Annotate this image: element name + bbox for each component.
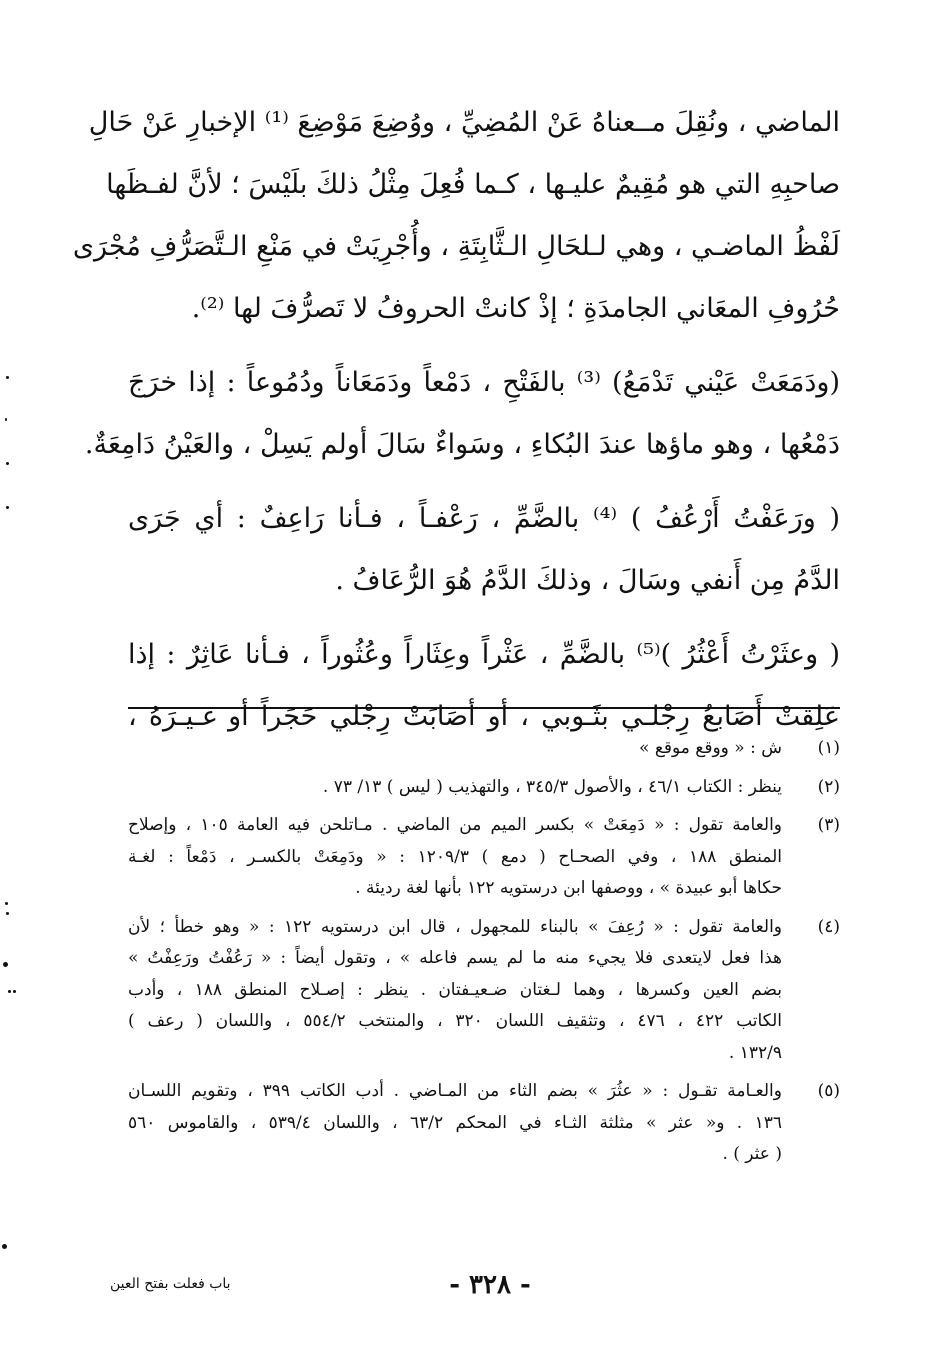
scan-speck [2,1244,7,1249]
scan-speck [6,912,9,915]
footnote-line: هذا فعل لايتعدى فلا يجيء منه ما لم يسم فاعله » ، وتقول أيضاً : « رَعُفْتُ ورَعِفْتُ » [128,948,782,968]
text-line: حُرُوفِ المعَاني الجامدَةِ ؛ إذْ كانتْ الحروفُ لا تَصرُّفَ لها ⁽²⁾. [191,293,840,324]
text-line: دَمْعُها ، وهو ماؤها عندَ البُكاءِ ، وسَواءٌ سَالَ أولم يَسِلْ ، والعَيْنُ دَامِعَةٌ. [84,429,840,460]
footnote-line: والعـامة تقـول : « عثُرَ » بضم الثاء من المـاضي . أدب الكاتب ٣٩٩ ، وتقويم اللسـان [128,1081,782,1101]
footnote-number: (٣) [817,815,840,835]
text-line: ( ورَعَفْتُ أَرْعُفُ ) ⁽⁴⁾ بالضَّمِّ ، رَعْفـاً ، فـأنا رَاعِفٌ : أي جَرَى [128,503,840,534]
footnote-number: (٤) [817,916,840,937]
footnote-line: حكاها أبو عبيدة » ، ووصفها ابن درستويه ١٢٢ بأنها لغة رديئة . [355,878,782,898]
page-number: - ٣٢٨ - [449,1270,531,1300]
footnote [128,772,840,804]
text-line: (ودَمَعَتْ عَيْني تَدْمَعُ) ⁽³⁾ بالفَتْحِ ، دَمْعاً ودَمَعَاناً ودُمُوعاً : إذا خرَجَ [128,367,840,398]
footnote-number: (٢) [817,776,840,797]
footnote-line: ١٣٦ . و« عثر » مثلثة الثـاء في المحكم ٦٣/٢ ، واللسان ٥٣٩/٤ ، والقاموس ٥٦٠ [128,1112,782,1133]
paragraph [128,624,840,748]
footnote-line: الكاتب ٤٢٢ ، ٤٧٦ ، وتثقيف اللسان ٣٢٠ ، والمنتخب ٥٥٤/٢ ، واللسان ( رعف ) [128,1011,782,1031]
text-line: ( وعثَرْتُ أَعْثُرُ )⁽⁵⁾ بالضَّمِّ ، عَثْراً وعِثَاراً وعُثُوراً ، فـأنا عَاثِرٌ : إذا [128,639,841,670]
scan-speck [5,902,8,905]
paragraph [84,352,840,476]
footnote [128,912,840,1070]
footnote-line: بضم العين وكسرها ، وهما لـغتان ضـعيـفتان . ينظر : إصـلاح المنطق ١٨٨ ، وأدب [128,979,782,1000]
footnote-line: ينظر : الكتاب ٤٦/١ ، والأصول ٣٤٥/٣ ، والتهذيب ( ليس ) ١٣/ ٧٣ . [322,776,782,797]
footnote [128,733,840,765]
footnote-line: المنطق ١٨٨ ، وفي الصحـاح ( دمع ) ١٢٠٩/٣ : « ودَمِعَتْ بالكسـر ، دَمْعاً : لغـة [128,846,783,867]
paragraph [128,488,840,612]
text-line: الماضي ، ونُقِلَ مــعناهُ عَنْ المُضِيِّ ، ووُضِعَ مَوْضِعَ ⁽¹⁾ الإخبارِ عَنْ حَالِ [88,107,840,138]
footnote-divider [128,707,840,709]
text-line: صاحبِهِ التي هو مُقِيمٌ عليـها ، كـما فُعِلَ مِثْلُ ذلكَ بلَيْسَ ؛ لأنَّ لفـظَها [106,169,840,200]
footnote-line: والعامة تقول : « دَمِعَتْ » بكسر الميم من الماضي . مـاتلحن فيه العامة ١٠٥ ، وإصلاح [128,815,783,835]
text-line: الدَّمُ مِن أَنفي وسَالَ ، وذلكَ الدَّمُ هُوَ الرُّعَافُ . [335,565,840,596]
footnote [128,1076,840,1171]
scan-speck [6,376,9,379]
running-head: باب فعلت بفتح العين [110,1276,231,1292]
footnote [128,810,840,905]
footnote-line: والعامة تقول : « رُعِفَ » بالبناء للمجهول ، قال ابن درستويه ١٢٢ : « وهو خطأ ؛ لأن [128,916,782,937]
footnote-number: (١) [817,738,840,758]
main-text [72,92,841,748]
scan-speck [3,962,8,967]
paragraph [72,92,840,340]
scan-speck [8,990,11,993]
footnote-line: ش : « ووقع موقع » [639,738,782,758]
scan-speck [5,418,7,421]
footnote-number: (٥) [817,1081,840,1101]
footnote-line: ١٣٢/٩ . [728,1042,782,1063]
scan-speck [6,462,9,465]
text-line: عَلِقتْ أَصَابعُ رِجْلـي بثَـوبي ، أو أصَابَتْ رِجْلي حَجَراً أو غـيـرَهُ ، [128,701,840,732]
scan-speck [6,506,9,509]
footnote-line: ( عثر ) . [722,1144,782,1164]
footnotes [128,733,840,1178]
scan-speck [13,990,16,993]
text-line: لَفْظُ الماضـي ، وهي لـلحَالِ الـثَّابِتَةِ ، وأُجْرِيَتْ في مَنْعِ الـتَّصَرُّفِ مُجْرَى [72,231,840,262]
